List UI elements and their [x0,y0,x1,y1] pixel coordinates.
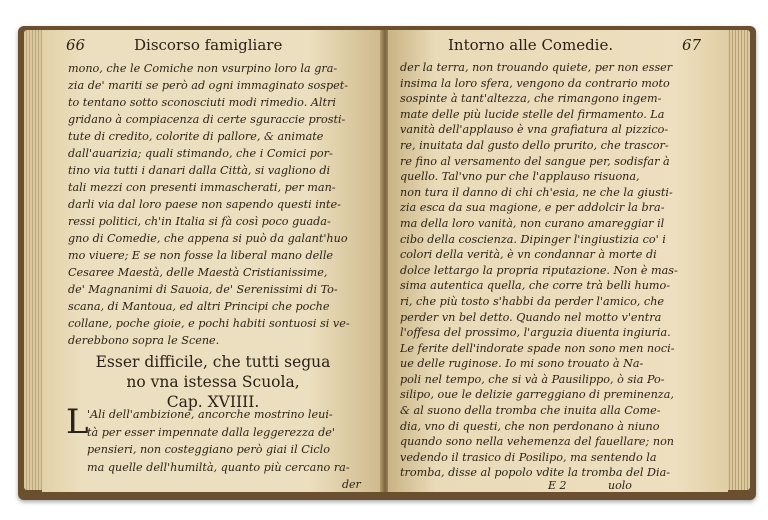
text-line: tino via tutti i danari dalla Città, si vagliono di [68,164,331,177]
text-line: to tentano sotto sconosciuti modi rimedio. Altri [68,96,336,109]
text-line: tà per esser impennate dalla leggerezza de' [87,425,335,439]
text-line: dall'auarizia; quali stimando, che i Comici por- [68,147,333,160]
text-line: sima autentica quella, che corre trà belli humo- [400,279,671,293]
text-line: quello. Tal'vno pur che l'applauso risuona, [400,170,640,184]
text-line: mo viuere; E se non fosse la liberal mano delle [68,249,334,262]
right-page [388,30,728,492]
text-line: & al suono della tromba che inuita alla Come- [400,404,661,418]
text-line: ri, che più tosto s'habbi da perder l'amico, che [400,294,665,308]
text-line: sospinte à tant'altezza, che rimangono ingem- [400,92,662,106]
text-line: insima la loro sfera, vengono da contrario moto [400,76,670,90]
left-page [42,30,384,492]
text-line: vanità dell'applauso è vna grafiatura al pizzico- [400,123,669,137]
right-catchword: uolo [608,479,632,492]
text-line: Cesaree Maestà, delle Maestà Cristianissime, [68,266,328,279]
text-line: non tura il danno di chi ch'esia, ne che la giusti- [400,185,673,199]
text-line: mono, che le Comiche non vsurpino loro la gra- [68,62,338,75]
text-line: 'Ali dell'ambizione, ancorche mostrino leui- [87,408,333,421]
text-line: de' Magnanimi di Sauoia, de' Serenissimi di To- [68,283,338,296]
chapter-heading-line: no vna istessa Scuola, [126,373,300,391]
chapter-opening-text [87,406,350,476]
chapter-heading [42,352,384,412]
text-line: ue delle ruginose. Io mi sono trouato à Na- [400,357,644,371]
text-line: dia, vno di questi, che non perdonano à niuno [400,419,660,433]
left-page-number: 66 [66,36,86,54]
text-line: pensieri, non costeggiano però giai il Ciclo [87,443,330,456]
text-line: perder vn bel detto. Quando nel motto v'entra [400,310,662,324]
chapter-heading-line: Esser difficile, che tutti segua [95,353,331,371]
text-line: vedendo il trasico di Posilipo, ma sentendo la [400,450,657,464]
left-page-header [42,36,384,58]
text-line: tute di credito, colorite di pallore, & animate [68,130,324,143]
text-line: gno di Comedie, che appena si può da galant'huo [68,232,348,245]
text-line: ressi politici, ch'in Italia si fà così poco guada- [68,215,331,228]
right-page-header [388,36,728,58]
text-line: ma della loro vanità, non curano amareggiar il [400,216,665,230]
text-line: quando sono nella vehemenza del fauellare; non [400,435,675,449]
left-catchword: der [342,478,361,491]
text-line: der la terra, non trouando quiete, per non esser [400,61,673,74]
text-line: zia de' mariti se però ad ogni immaginato sospet- [68,79,349,92]
text-line: silipo, oue le delizie garreggiano di preminenza, [400,388,674,402]
text-line: derebbono sopra le Scene. [68,334,220,347]
text-line: re, inuitata dal gusto dello prurito, che trascor- [400,138,669,152]
text-line: cibo della coscienza. Dipinger l'ingiustizia co' i [400,232,666,246]
text-line: gridano à compiacenza di certe sguraccie prosti- [68,113,346,126]
text-line: tali mezzi con presenti immascherati, per man- [68,181,336,194]
right-running-head: Intorno alle Comedie. [448,36,614,54]
text-line: mate delle più lucide stelle del firmamento. La [400,107,665,121]
text-line: Le ferite dell'indorate spade non sono men noci- [400,341,675,355]
text-line: dolce lettargo la propria riputazione. Non è mas- [400,263,678,277]
page-edges-left [24,30,44,490]
right-page-number: 67 [682,36,702,54]
open-book [18,22,756,502]
text-line: zia esca da sua magione, e per addolcir la bra- [400,201,665,215]
text-line: collane, poche gioie, e pochi habiti sontuosi si ve- [68,317,350,330]
drop-cap-letter: L [66,402,89,442]
text-line: darli via dal loro paese non sapendo questi inte- [68,198,341,211]
text-line: l'offesa del prossimo, l'arguzia diuenta ingiuria. [400,326,671,340]
signature-mark: E 2 [548,479,567,492]
text-line: ma quelle dell'humiltà, quanto più cercano ra- [87,460,350,474]
chapter-number: Cap. XVIIII. [166,393,260,411]
text-line: tromba, disse al popolo vdite la tromba del Dia- [400,466,671,480]
text-line: poli nel tempo, che si và à Pausilippo, ò sia Po- [400,372,665,386]
left-page-text [68,60,373,349]
text-line: colori della verità, è vn condannar à morte di [400,248,657,262]
text-line: scana, di Mantoua, ed altri Principi che poche [68,300,330,313]
right-page-text [400,60,718,481]
left-running-head: Discorso famigliare [134,36,283,54]
text-line: re fino al versamento del sangue per, sodisfar à [400,154,670,168]
